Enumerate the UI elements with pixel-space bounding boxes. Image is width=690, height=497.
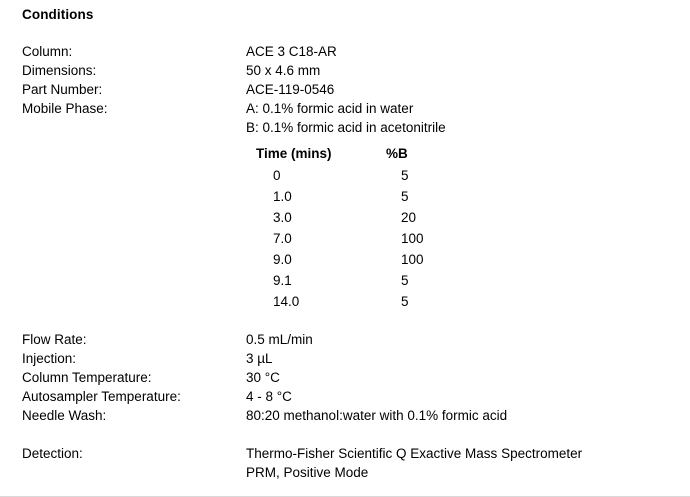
condition-row-mobile-phase (22, 101, 668, 120)
cell-time: 14.0 (273, 294, 300, 309)
condition-label: Part Number: (22, 82, 103, 97)
condition-label: Flow Rate: (22, 332, 87, 347)
cell-time: 1.0 (273, 189, 292, 204)
cell-percent-b: 5 (401, 189, 409, 204)
condition-value: 50 x 4.6 mm (246, 63, 321, 78)
condition-value: 30 °C (246, 370, 280, 385)
cell-time: 9.0 (273, 252, 292, 267)
condition-label: Injection: (22, 351, 77, 366)
condition-value: Thermo-Fisher Scientific Q Exactive Mass Spectrometer (246, 446, 583, 461)
page-title: Conditions (22, 7, 94, 22)
condition-value: ACE-119-0546 (246, 82, 335, 97)
condition-value: 0.5 mL/min (246, 332, 313, 347)
table-row (246, 294, 466, 315)
condition-label: Needle Wash: (22, 408, 107, 423)
table-row (246, 168, 466, 189)
table-row (246, 189, 466, 210)
condition-label: Mobile Phase: (22, 101, 108, 116)
cell-time: 7.0 (273, 231, 292, 246)
condition-label: Column Temperature: (22, 370, 152, 385)
condition-value: PRM, Positive Mode (246, 465, 369, 480)
condition-label: Autosampler Temperature: (22, 389, 181, 404)
gradient-table-header (246, 146, 466, 168)
condition-row-column-temperature (22, 370, 668, 389)
cell-percent-b: 20 (401, 210, 417, 225)
table-row (246, 231, 466, 252)
condition-value: 80:20 methanol:water with 0.1% formic acid (246, 408, 508, 423)
table-row (246, 210, 466, 231)
condition-row-mobile-phase-b (22, 120, 668, 139)
cell-time: 0 (273, 168, 281, 183)
cell-percent-b: 100 (401, 231, 424, 246)
condition-row-column (22, 44, 668, 63)
cell-percent-b: 5 (401, 168, 409, 183)
column-header-time: Time (mins) (256, 146, 332, 161)
condition-row-flow-rate (22, 332, 668, 351)
column-header-percent-b: %B (386, 146, 408, 161)
gradient-table (246, 146, 466, 315)
cell-time: 3.0 (273, 210, 292, 225)
condition-value: ACE 3 C18-AR (246, 44, 337, 59)
condition-row-detection (22, 446, 668, 465)
condition-row-detection-mode (22, 465, 668, 484)
condition-row-part-number (22, 82, 668, 101)
cell-time: 9.1 (273, 273, 292, 288)
cell-percent-b: 5 (401, 294, 409, 309)
condition-row-injection (22, 351, 668, 370)
condition-row-dimensions (22, 63, 668, 82)
cell-percent-b: 100 (401, 252, 424, 267)
table-row (246, 273, 466, 294)
condition-label: Dimensions: (22, 63, 97, 78)
table-row (246, 252, 466, 273)
condition-value: 4 - 8 °C (246, 389, 292, 404)
condition-row-needle-wash (22, 408, 668, 427)
condition-value: 3 µL (246, 351, 273, 366)
condition-value: A: 0.1% formic acid in water (246, 101, 414, 116)
condition-label: Column: (22, 44, 73, 59)
cell-percent-b: 5 (401, 273, 409, 288)
condition-row-autosampler-temperature (22, 389, 668, 408)
condition-label: Detection: (22, 446, 83, 461)
condition-value: B: 0.1% formic acid in acetonitrile (246, 120, 446, 135)
